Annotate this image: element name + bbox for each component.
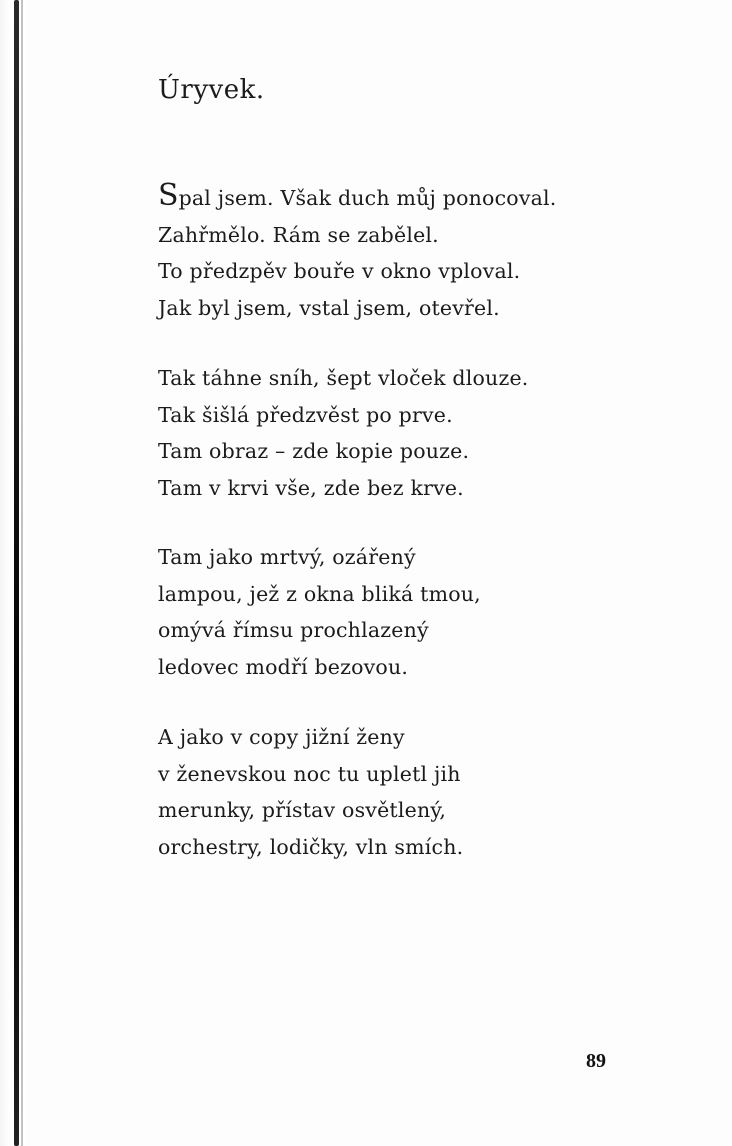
- verse-line: Tam jako mrtvý, ozářený: [158, 545, 416, 569]
- verse-line: Tam obraz – zde kopie pouze.: [158, 439, 470, 463]
- poem-title: Úryvek.: [158, 75, 265, 105]
- page-number: 89: [586, 1050, 606, 1072]
- drop-cap: S: [158, 178, 179, 213]
- verse-line: Tak táhne sníh, šept vloček dlouze.: [158, 366, 529, 390]
- verse-line: [158, 180, 557, 217]
- stanza: [158, 360, 529, 506]
- first-line-rest: pal jsem. Však duch můj ponocoval.: [178, 186, 557, 210]
- stanza: [158, 719, 463, 865]
- verse-line: Tam v krvi vše, zde bez krve.: [158, 475, 464, 500]
- book-spine-edge-highlight: [21, 0, 23, 1146]
- verse-line: lampou, jež z okna bliká tmou,: [158, 581, 481, 606]
- stanza: [158, 180, 557, 326]
- stanza: [158, 539, 481, 685]
- verse-line: To předzpěv bouře v okno vploval.: [158, 259, 521, 283]
- verse-line: ledovec modří bezovou.: [158, 654, 409, 679]
- verse-line: v ženevskou noc tu upletl jih: [158, 761, 461, 786]
- verse-line: orchestry, lodičky, vln smích.: [158, 834, 464, 859]
- verse-line: merunky, přístav osvětlený,: [158, 798, 447, 822]
- verse-line: Zahřmělo. Rám se zabělel.: [158, 222, 439, 247]
- book-spine-edge: [14, 0, 19, 1146]
- verse-line: Tak šišlá předzvěst po prve.: [158, 402, 453, 427]
- verse-line: A jako v copy jižní ženy: [158, 725, 405, 749]
- verse-line: Jak byl jsem, vstal jsem, otevřel.: [158, 295, 500, 320]
- verse-line: omývá římsu prochlazený: [158, 618, 429, 642]
